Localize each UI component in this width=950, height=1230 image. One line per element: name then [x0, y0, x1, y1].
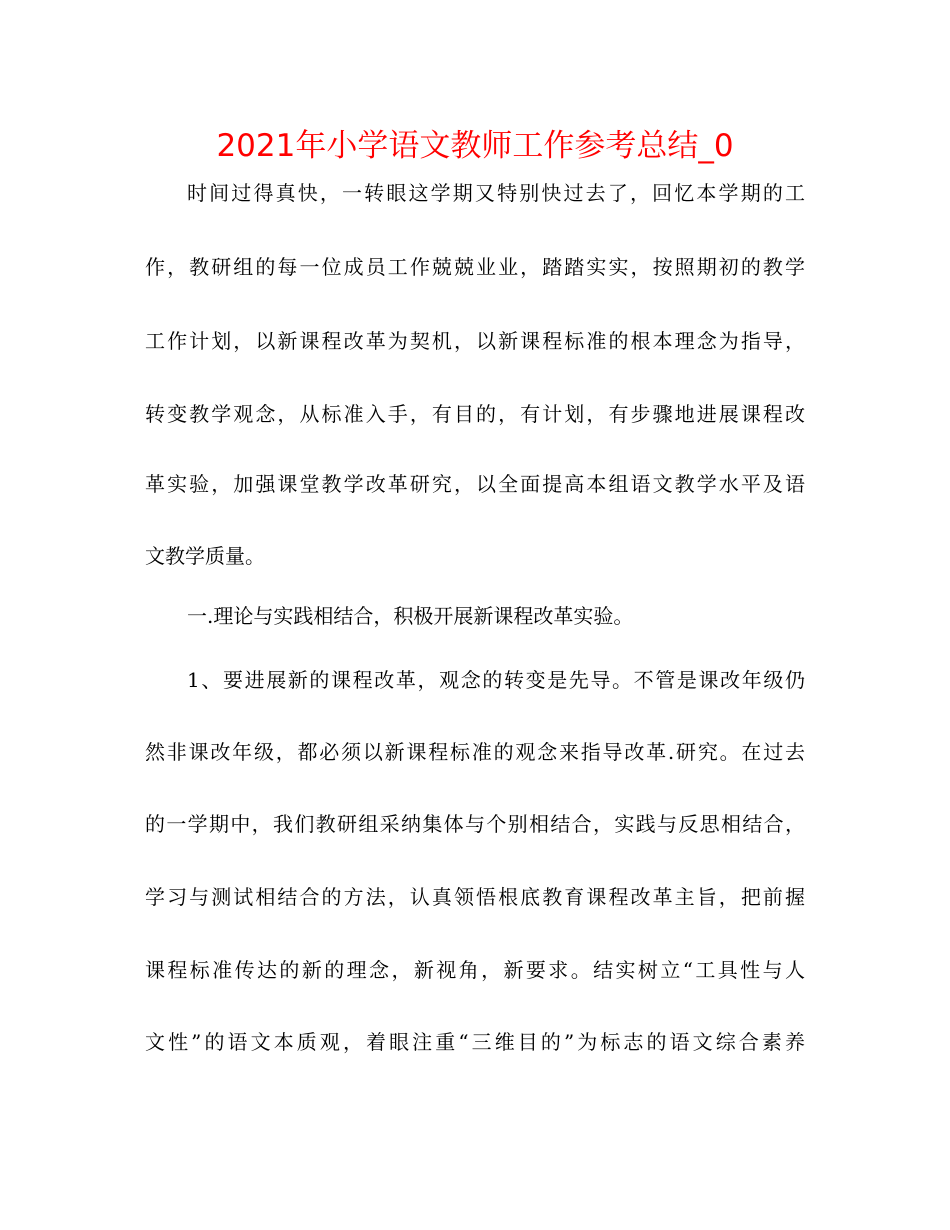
paragraph-line: 文教学质量。	[145, 544, 265, 568]
paragraph-line: 课程标准传达的新的理念，新视角，新要求。结实树立“工具性与人	[145, 958, 805, 982]
paragraph-line: 1、要进展新的课程改革，观念的转变是先导。不管是课改年级仍	[187, 668, 805, 692]
paragraph-line: 文性”的语文本质观，着眼注重“三维目的”为标志的语文综合素养	[145, 1030, 805, 1054]
paragraph-line: 然非课改年级，都必须以新课程标准的观念来指导改革.研究。在过去	[145, 740, 805, 764]
paragraph-line: 革实验，加强课堂教学改革研究，以全面提高本组语文教学水平及语	[145, 472, 805, 496]
document-title: 2021年小学语文教师工作参考总结_0	[216, 128, 734, 164]
paragraph-line: 转变教学观念，从标准入手，有目的，有计划，有步骤地进展课程改	[145, 402, 805, 426]
section-heading: 一.理论与实践相结合，积极开展新课程改革实验。	[187, 604, 634, 628]
paragraph-line: 的一学期中，我们教研组采纳集体与个别相结合，实践与反思相结合，	[145, 812, 805, 836]
paragraph-line: 作，教研组的每一位成员工作兢兢业业，踏踏实实，按照期初的教学	[145, 255, 805, 279]
paragraph-line: 时间过得真快，一转眼这学期又特别快过去了，回忆本学期的工	[187, 181, 805, 205]
paragraph-line: 工作计划，以新课程改革为契机，以新课程标准的根本理念为指导，	[145, 329, 805, 353]
paragraph-line: 学习与测试相结合的方法，认真领悟根底教育课程改革主旨，把前握	[145, 885, 805, 909]
